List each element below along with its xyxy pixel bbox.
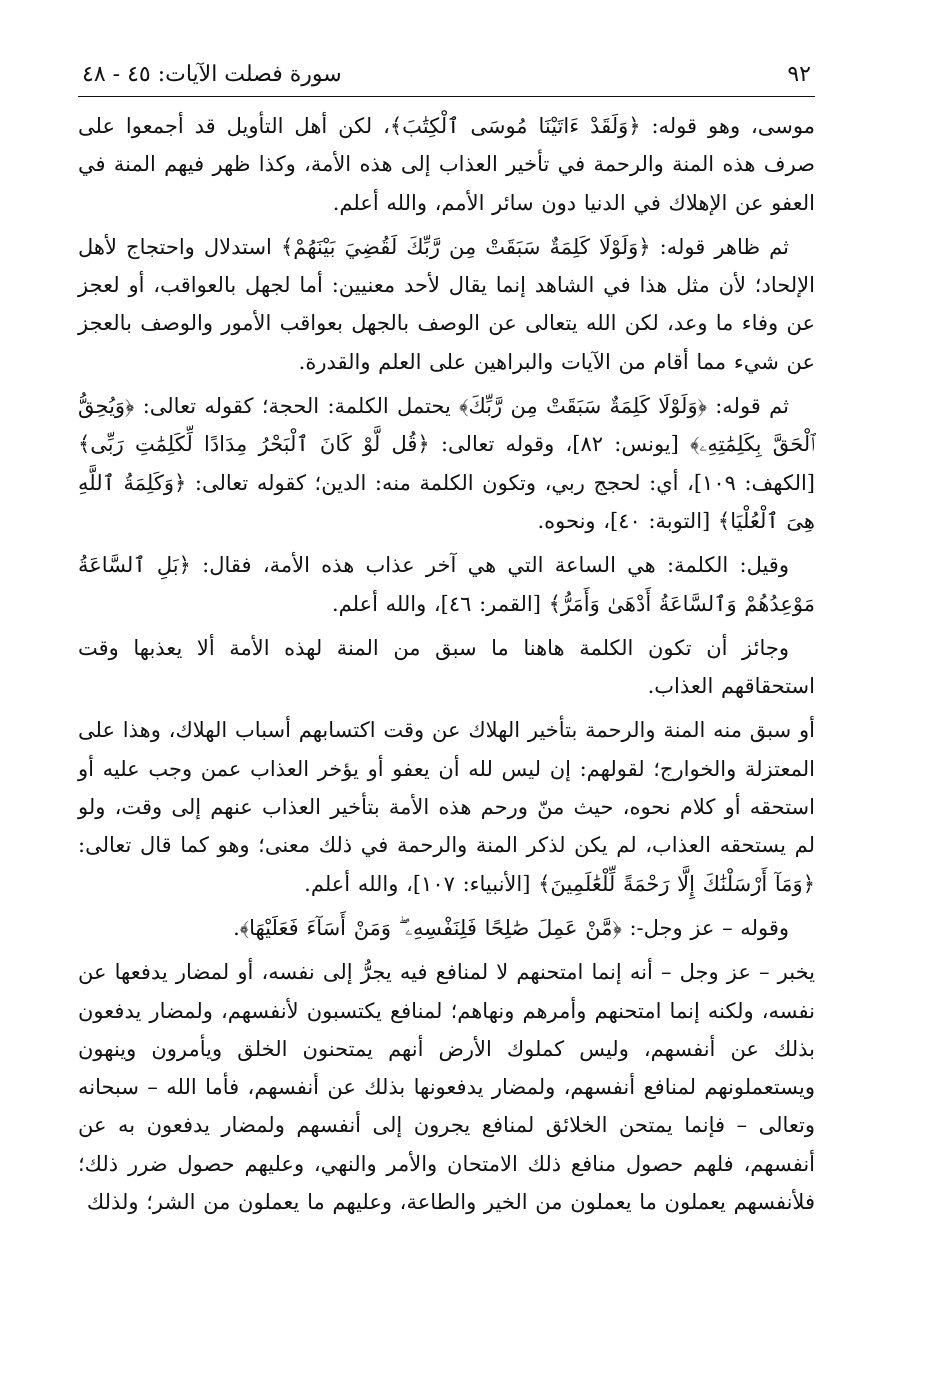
- header-divider: [78, 96, 815, 97]
- paragraph-5: وجائز أن تكون الكلمة هاهنا ما سبق من المنة لهذه الأمة ألا يعذبها وقت استحقاقهم العذاب.: [78, 635, 815, 699]
- page-header: [78, 60, 815, 96]
- page-body: [78, 107, 815, 1221]
- paragraph-7: وقوله – عز وجل-: ﴿مَّنْ عَمِلَ صَٰلِحًا فَلِنَفْسِهِۦ ۖ وَمَنْ أَسَآءَ فَعَلَيْهَا﴾.: [233, 915, 789, 940]
- running-title: سورة فصلت الآيات: ٤٥ - ٤٨: [82, 62, 342, 87]
- paragraph-1: موسى، وهو قوله: ﴿وَلَقَدْ ءَاتَيْنَا مُوسَى ٱلْكِتَٰبَ﴾، لكن أهل التأويل قد أجمعوا على صرف هذه المنة والرحمة في تأخير العذاب إلى هذه الأمة، وكذا ظهر فيهم المنة في العفو عن الإهلاك في الدنيا دون سائر الأمم، والله أعلم.: [78, 114, 815, 215]
- paragraph-8: يخبر – عز وجل – أنه إنما امتحنهم لا لمنافع فيه يجرُّ إلى نفسه، أو لمضار يدفعها عن نفسه، ولكنه إنما امتحنهم وأمرهم ونهاهم؛ لمنافع يكتسبون لأنفسهم، ولمضار يدفعون بذلك عن أنفسهم، وليس كملوك الأرض أنهم يمتحنون الخلق ويأمرون وينهون ويستعملونهم لمنافع أنفسهم، ولمضار يدفعونها بذلك عن أنفسهم، فأما الله – سبحانه وتعالى – فإنما يمتحن الخلائق لمنافع يجرون إلى أنفسهم ولمضار يدفعون به عن أنفسهم، فلهم حصول منافع ذلك الامتحان والأمر والنهي، وعليهم حصول ضرر ذلك؛ فلأنفسهم يعملون ما يعملون من الخير والطاعة، وعليهم ما يعملون من الشر؛ ولذلك: [78, 960, 815, 1215]
- paragraph-4: وقيل: الكلمة: هي الساعة التي هي آخر عذاب هذه الأمة، فقال: ﴿بَلِ ٱلسَّاعَةُ مَوْعِدُهُمْ وَٱلسَّاعَةُ أَدْهَىٰ وَأَمَرُّ﴾ [القمر: ٤٦]، والله أعلم.: [78, 553, 815, 616]
- paragraph-6: أو سبق منه المنة والرحمة بتأخير الهلاك عن وقت اكتسابهم أسباب الهلاك، وهذا على المعتزلة والخوارج؛ لقولهم: إن ليس لله أن يعفو أو يؤخر العذاب عمن وجب عليه أو استحقه أو كلام نحوه، حيث منّ ورحم هذه الأمة بتأخير العذاب عنهم إلى وقت، ولو لم يستحقه العذاب، لم يكن لذكر المنة والرحمة في ذلك معنى؛ وهو كما قال تعالى: ﴿وَمَآ أَرْسَلْنَٰكَ إِلَّا رَحْمَةً لِّلْعَٰلَمِينَ﴾ [الأنبياء: ١٠٧]، والله أعلم.: [78, 718, 815, 896]
- page-number: ٩٢: [787, 62, 811, 87]
- paragraph-3: ثم قوله: ﴿وَلَوْلَا كَلِمَةٌ سَبَقَتْ مِن رَّبِّكَ﴾ يحتمل الكلمة: الحجة؛ كقوله تعالى: ﴿وَيُحِقُّ ٱلْحَقَّ بِكَلِمَٰتِهِۦ﴾ [يونس: ٨٢]، وقوله تعالى: ﴿قُل لَّوْ كَانَ ٱلْبَحْرُ مِدَادًا لِّكَلِمَٰتِ رَبِّى﴾ [الكهف: ١٠٩]، أي: لحجج ربي، وتكون الكلمة منه: الدين؛ كقوله تعالى: ﴿وَكَلِمَةُ ٱللَّهِ هِىَ ٱلْعُلْيَا﴾ [التوبة: ٤٠]، ونحوه.: [78, 394, 816, 533]
- paragraph-2: ثم ظاهر قوله: ﴿وَلَوْلَا كَلِمَةٌ سَبَقَتْ مِن رَّبِّكَ لَقُضِيَ بَيْنَهُمْ﴾ استدلال واحتجاج لأهل الإلحاد؛ لأن مثل هذا في الشاهد إنما يقال لأحد معنيين: أما لجهل بالعواقب، أو لعجز عن وفاء ما وعد، لكن الله يتعالى عن الوصف بالجهل بعواقب الأمور والوصف بالعجز عن شيء مما أقام من الآيات والبراهين على العلم والقدرة.: [78, 234, 815, 374]
